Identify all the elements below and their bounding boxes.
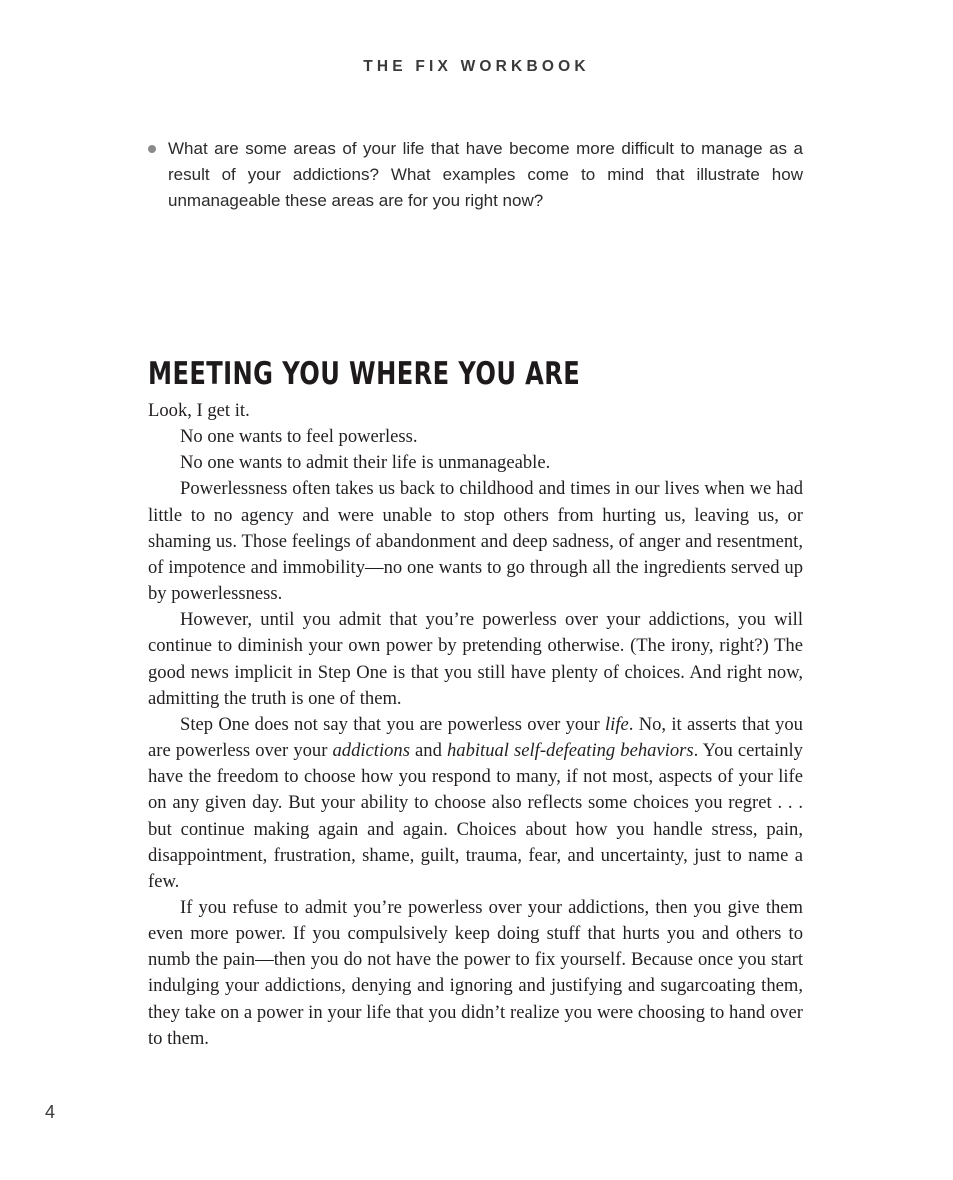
- paragraph-6-part-3: and: [409, 740, 447, 762]
- paragraph-6: [148, 712, 803, 895]
- paragraph-7: If you refuse to admit you’re powerless over your addictions, then you give them even more power. If you compulsively keep doing stuff that hurts you and others to numb the pain—then you do not have the power to fix yourself. Because once you start indulging your addictions, denying and ignoring and justifying and sugarcoating them, they take on a power in your life that you didn’t realize you were choosing to hand over to them.: [148, 896, 803, 1049]
- paragraph-6-part-1: Step One does not say that you are powerless over your: [180, 713, 605, 735]
- running-head: THE FIX WORKBOOK: [363, 58, 590, 75]
- paragraph-2: No one wants to feel powerless.: [180, 426, 418, 448]
- emphasis-behaviors: habitual self-defeating behaviors: [446, 740, 694, 762]
- bullet-icon: [148, 145, 156, 153]
- paragraph-6-part-4: . You certainly have the freedom to choose how you respond to many, if not most, aspects of your life on any given day. But your ability to choose also reflects some choices you regret . . . but continue making again and again. Choices about how you handle stress, pain, disappointment, frustration, shame, guilt, trauma, fear, and uncertainty, just to name a few.: [148, 740, 803, 892]
- paragraph-6-part-2: . No, it asserts that you are powerless over your: [148, 713, 803, 762]
- paragraph-4: Powerlessness often takes us back to childhood and times in our lives when we had little to no agency and were unable to stop others from hurting us, leaving us, or shaming us. Those feelings of abandonment and deep sadness, of anger and resentment, of impotence and immobility—no one wants to go through all the ingredients served up by powerlessness.: [148, 478, 803, 605]
- paragraph-3: No one wants to admit their life is unmanageable.: [180, 452, 551, 474]
- reflection-prompt: [148, 136, 803, 214]
- emphasis-addictions: addictions: [332, 740, 410, 762]
- paragraph-5: However, until you admit that you’re powerless over your addictions, you will continue to diminish your own power by pretending otherwise. (The irony, right?) The good news implicit in Step One is that you still have plenty of choices. And right now, admitting the truth is one of them.: [148, 609, 803, 709]
- page-number: 4: [45, 1102, 56, 1122]
- emphasis-life: life: [604, 713, 629, 735]
- prompt-text: What are some areas of your life that have become more difficult to manage as a result of your addictions? What examples come to mind that illustrate how unmanageable these areas are for you right now?: [168, 139, 803, 210]
- body-text: [148, 398, 803, 1052]
- section-heading: MEETING YOU WHERE YOU ARE: [148, 356, 581, 392]
- paragraph-1: Look, I get it.: [148, 400, 250, 421]
